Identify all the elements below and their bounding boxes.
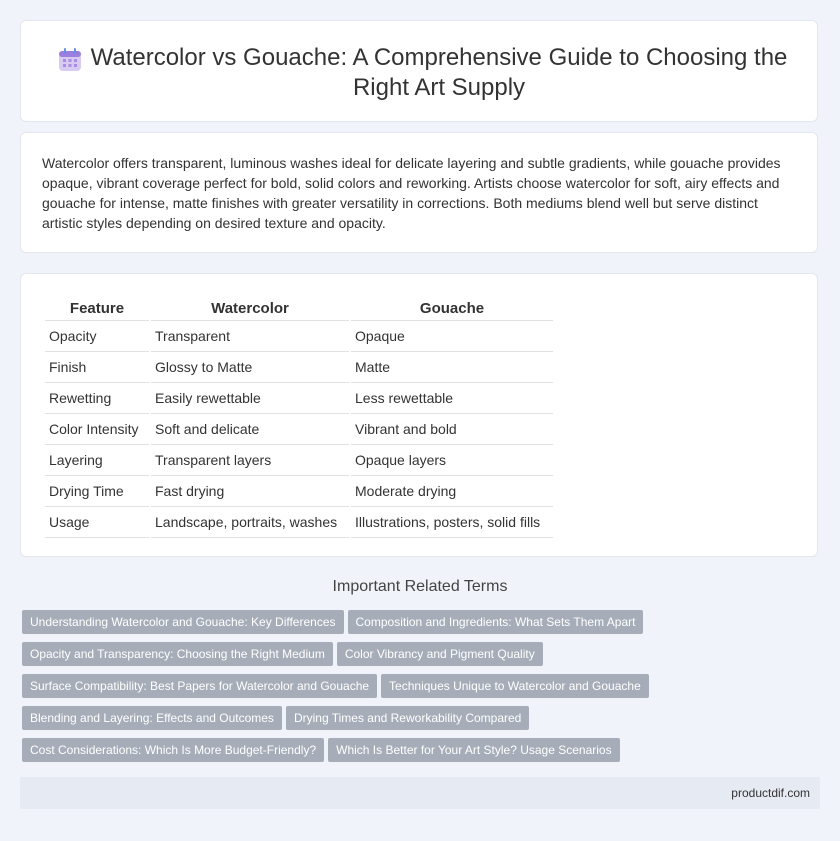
related-term-link[interactable]: Opacity and Transparency: Choosing the Right Medium	[22, 642, 333, 666]
related-terms-title: Important Related Terms	[332, 578, 508, 595]
table-cell: Finish	[45, 351, 149, 382]
related-term-link[interactable]: Understanding Watercolor and Gouache: Key Differences	[22, 610, 344, 634]
table-row	[45, 382, 553, 413]
related-term-link[interactable]: Drying Times and Reworkability Compared	[286, 706, 529, 730]
related-term-link[interactable]: Blending and Layering: Effects and Outcomes	[22, 706, 282, 730]
table-cell: Transparent	[151, 320, 349, 351]
table-cell: Glossy to Matte	[151, 351, 349, 382]
table-row	[45, 475, 553, 506]
table-cell: Soft and delicate	[151, 413, 349, 444]
table-row	[45, 351, 553, 382]
footer	[20, 777, 820, 809]
related-term-link[interactable]: Cost Considerations: Which Is More Budget-Friendly?	[22, 738, 324, 762]
intro-card	[20, 132, 818, 253]
footer-site[interactable]: productdif.com	[731, 786, 810, 800]
comparison-card	[20, 273, 818, 557]
table-cell: Opaque layers	[351, 444, 553, 475]
related-term-link[interactable]: Which Is Better for Your Art Style? Usage Scenarios	[328, 738, 619, 762]
table-cell: Transparent layers	[151, 444, 349, 475]
table-row	[45, 506, 553, 538]
related-term-link[interactable]: Surface Compatibility: Best Papers for Watercolor and Gouache	[22, 674, 377, 698]
page-title: Watercolor vs Gouache: A Comprehensive Guide to Choosing the Right Art Supply	[90, 44, 788, 101]
table-cell: Matte	[351, 351, 553, 382]
table-cell: Drying Time	[45, 475, 149, 506]
table-cell: Rewetting	[45, 382, 149, 413]
table-cell: Fast drying	[151, 475, 349, 506]
intro-text: Watercolor offers transparent, luminous washes ideal for delicate layering and subtle gradients, while gouache provides opaque, vibrant coverage perfect for bold, solid colors and reworking. Artists choose watercolor for soft, airy effects and gouache for intense, matte finishes with greater versatility in corrections. Both mediums blend well but serve distinct artistic styles depending on desired texture and opacity.	[42, 155, 781, 231]
table-cell: Color Intensity	[45, 413, 149, 444]
table-cell: Landscape, portraits, washes	[151, 506, 349, 538]
table-cell: Less rewettable	[351, 382, 553, 413]
table-row	[45, 413, 553, 444]
table-row	[45, 320, 553, 351]
table-header-row	[45, 296, 553, 320]
table-cell: Usage	[45, 506, 149, 538]
comparison-table	[43, 296, 555, 538]
header-card	[20, 20, 818, 122]
calendar-icon	[57, 47, 83, 73]
header-gouache: Gouache	[419, 299, 485, 317]
table-cell: Moderate drying	[351, 475, 553, 506]
table-cell: Vibrant and bold	[351, 413, 553, 444]
related-term-link[interactable]: Composition and Ingredients: What Sets Them Apart	[348, 610, 644, 634]
related-term-link[interactable]: Color Vibrancy and Pigment Quality	[337, 642, 543, 666]
table-row	[45, 444, 553, 475]
header-feature: Feature	[69, 299, 125, 317]
related-terms-list	[22, 610, 822, 770]
header-watercolor: Watercolor	[211, 299, 289, 317]
table-cell: Opaque	[351, 320, 553, 351]
table-cell: Illustrations, posters, solid fills	[351, 506, 553, 538]
table-cell: Opacity	[45, 320, 149, 351]
table-cell: Easily rewettable	[151, 382, 349, 413]
related-term-link[interactable]: Techniques Unique to Watercolor and Gouache	[381, 674, 649, 698]
table-cell: Layering	[45, 444, 149, 475]
